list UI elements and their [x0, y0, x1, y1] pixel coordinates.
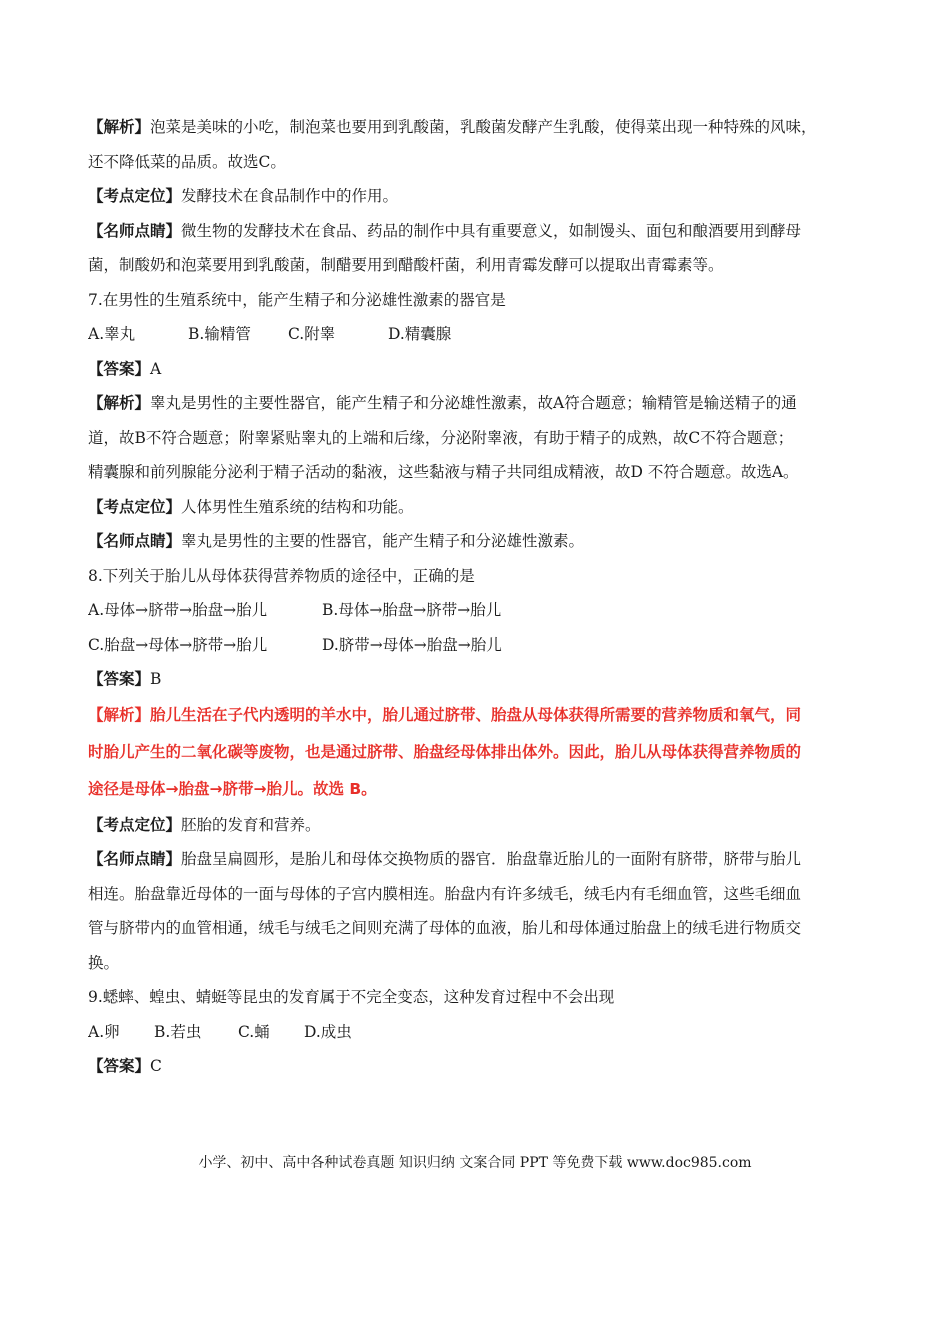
teacher-note-8-line-1: 【名师点睛】胎盘呈扁圆形，是胎儿和母体交换物质的器官．胎盘靠近胎儿的一面附有脐带，脐带与胎儿 [88, 849, 802, 868]
teacher-note-7: 【名师点睛】睾丸是男性的主要的性器官，能产生精子和分泌雄性激素。 [88, 531, 585, 550]
option-d: D.精囊腺 [388, 325, 452, 343]
analysis-8-line-3: 途径是母体→胎盘→脐带→胎儿。故选 B。 [88, 779, 377, 798]
key-point-7: 【考点定位】人体男性生殖系统的结构和功能。 [88, 496, 414, 516]
option-d: D.脐带→母体→胎盘→胎儿 [322, 635, 502, 654]
analysis-6-line-1: 【解析】泡菜是美味的小吃，制泡菜也要用到乳酸菌，乳酸菌发酵产生乳酸，使得菜出现一种特殊的风味， [88, 117, 817, 136]
option-c: C.蛹 [238, 1022, 270, 1041]
question-8-stem: 8.下列关于胎儿从母体获得营养物质的途径中，正确的是 [88, 566, 475, 585]
document-body [88, 110, 868, 1084]
analysis-7-line-1: 【解析】睾丸是男性的主要性器官，能产生精子和分泌雄性激素，故A符合题意；输精管是输送精子的通 [88, 393, 797, 412]
option-b: B.若虫 [154, 1022, 202, 1041]
page-footer: 小学、初中、高中各种试卷真题 知识归纳 文案合同 PPT 等免费下载 www.doc985.com [198, 1155, 752, 1171]
option-a: A.卵 [88, 1022, 120, 1041]
option-a: A.睾丸 [88, 325, 136, 343]
teacher-note-8-line-3: 管与脐带内的血管相通，绒毛与绒毛之间则充满了母体的血液，胎儿和母体通过胎盘上的绒毛进行物质交 [88, 919, 802, 937]
key-point-6: 【考点定位】发酵技术在食品制作中的作用。 [88, 186, 399, 205]
option-d: D.成虫 [304, 1022, 352, 1041]
analysis-7-line-3: 精囊腺和前列腺能分泌利于精子活动的黏液，这些黏液与精子共同组成精液，故D 不符合题意。故选A。 [88, 463, 799, 481]
question-8-options-row-1 [88, 593, 868, 628]
teacher-note-6-line-2: 菌，制酸奶和泡菜要用到乳酸菌，制醋要用到醋酸杆菌，利用青霉发酵可以提取出青霉素等。 [88, 256, 724, 274]
option-b: B.输精管 [188, 325, 251, 343]
teacher-note-8-line-2: 相连。胎盘靠近母体的一面与母体的子宫内膜相连。胎盘内有许多绒毛，绒毛内有毛细血管，这些毛细血 [88, 884, 802, 903]
analysis-8-line-2: 时胎儿产生的二氧化碳等废物，也是通过脐带、胎盘经母体排出体外。因此，胎儿从母体获得营养物质的 [88, 742, 802, 761]
question-9-options [88, 1015, 868, 1050]
option-c: C.附睾 [288, 325, 336, 343]
option-a: A.母体→脐带→胎盘→胎儿 [88, 601, 268, 619]
question-8-options-row-2 [88, 628, 868, 663]
teacher-note-8-line-4: 换。 [88, 953, 120, 972]
key-point-8: 【考点定位】胚胎的发育和营养。 [88, 814, 321, 834]
answer-9: 【答案】C [88, 1056, 162, 1075]
answer-7: 【答案】A [88, 358, 162, 378]
option-c: C.胎盘→母体→脐带→胎儿 [88, 635, 268, 654]
question-7-options [88, 317, 868, 352]
answer-8: 【答案】B [88, 669, 162, 688]
analysis-6-line-2: 还不降低菜的品质。故选C。 [88, 152, 286, 171]
analysis-7-line-2: 道，故B不符合题意；附睾紧贴睾丸的上端和后缘，分泌附睾液，有助于精子的成熟，故C不符合题意； [88, 428, 794, 447]
analysis-8-line-1: 【解析】胎儿生活在子代内透明的羊水中，胎儿通过脐带、胎盘从母体获得所需要的营养物质和氧气，同 [88, 705, 802, 724]
question-7-stem: 7.在男性的生殖系统中，能产生精子和分泌雄性激素的器官是 [88, 290, 506, 309]
teacher-note-6-line-1: 【名师点睛】微生物的发酵技术在食品、药品的制作中具有重要意义，如制馒头、面包和酿酒要用到酵母 [88, 220, 802, 240]
option-b: B.母体→胎盘→脐带→胎儿 [322, 601, 502, 619]
question-9-stem: 9.蟋蟀、蝗虫、蜻蜓等昆虫的发育属于不完全变态，这种发育过程中不会出现 [88, 988, 615, 1006]
